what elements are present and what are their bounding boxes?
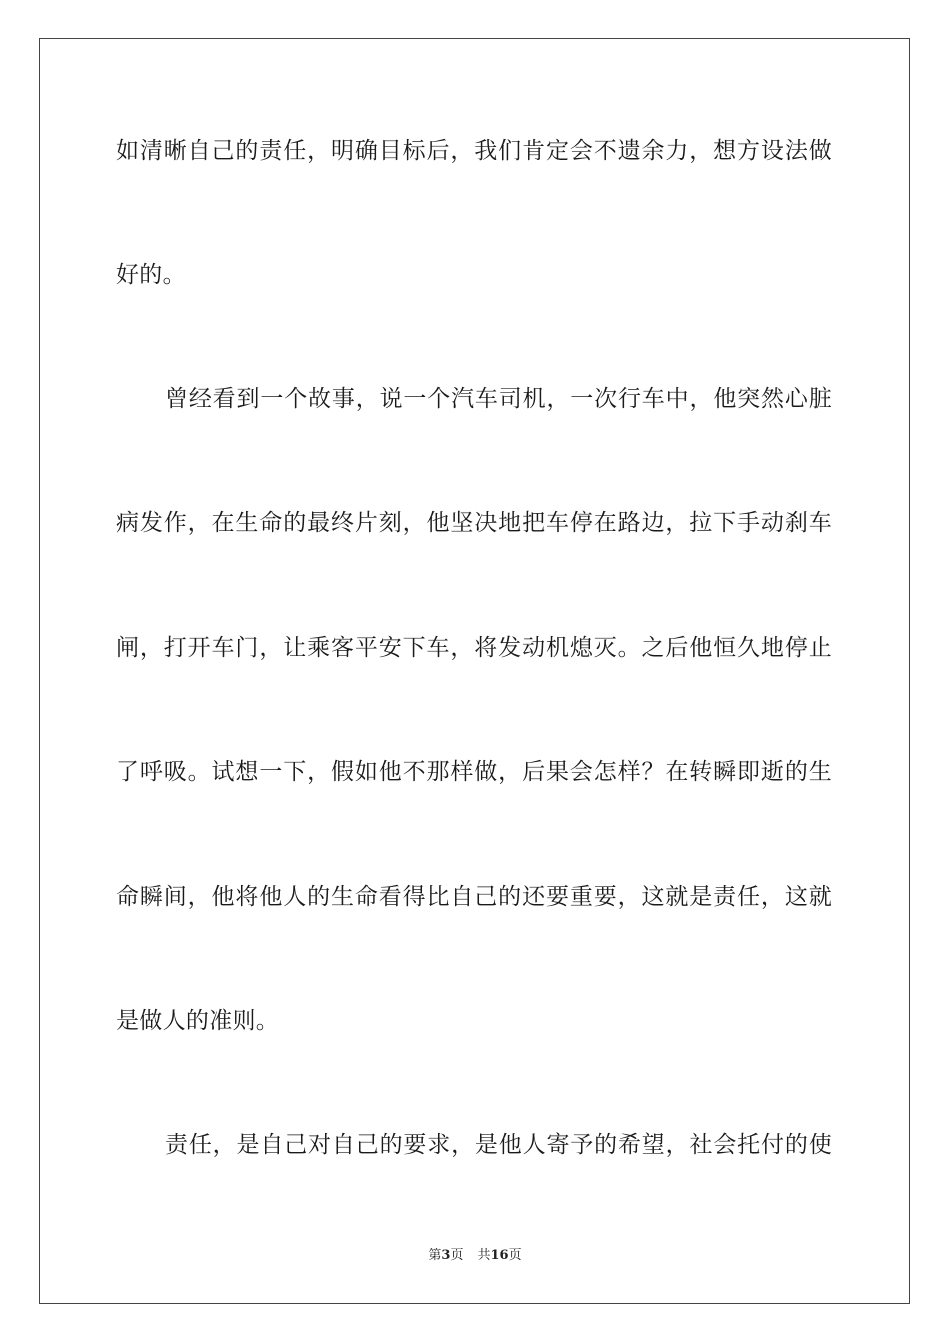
page-suffix: 页 xyxy=(450,1248,464,1263)
total-prefix: 共 xyxy=(477,1248,491,1263)
total-pages: 16 xyxy=(490,1248,509,1263)
text-line-9: 责任，是自己对自己的要求，是他人寄予的希望，社会托付的使 xyxy=(165,1132,832,1158)
total-suffix: 页 xyxy=(508,1248,522,1263)
page-border xyxy=(39,38,910,1304)
text-line-6: 了呼吸。试想一下，假如他不那样做，后果会怎样？在转瞬即逝的生 xyxy=(116,759,832,785)
text-line-1: 如清晰自己的责任，明确目标后，我们肯定会不遗余力，想方设法做 xyxy=(116,138,832,164)
page-number: 3 xyxy=(441,1248,451,1263)
page-prefix: 第 xyxy=(428,1248,442,1263)
text-line-5: 闸，打开车门，让乘客平安下车，将发动机熄灭。之后他恒久地停止 xyxy=(116,635,832,661)
text-line-7: 命瞬间，他将他人的生命看得比自己的还要重要，这就是责任，这就 xyxy=(116,884,832,910)
text-line-4: 病发作，在生命的最终片刻，他坚决地把车停在路边，拉下手动刹车 xyxy=(116,510,832,536)
page-footer xyxy=(0,1247,950,1265)
text-line-8: 是做人的准则。 xyxy=(116,1008,280,1034)
text-line-2: 好的。 xyxy=(116,262,186,288)
text-line-3: 曾经看到一个故事，说一个汽车司机，一次行车中，他突然心脏 xyxy=(165,386,832,412)
